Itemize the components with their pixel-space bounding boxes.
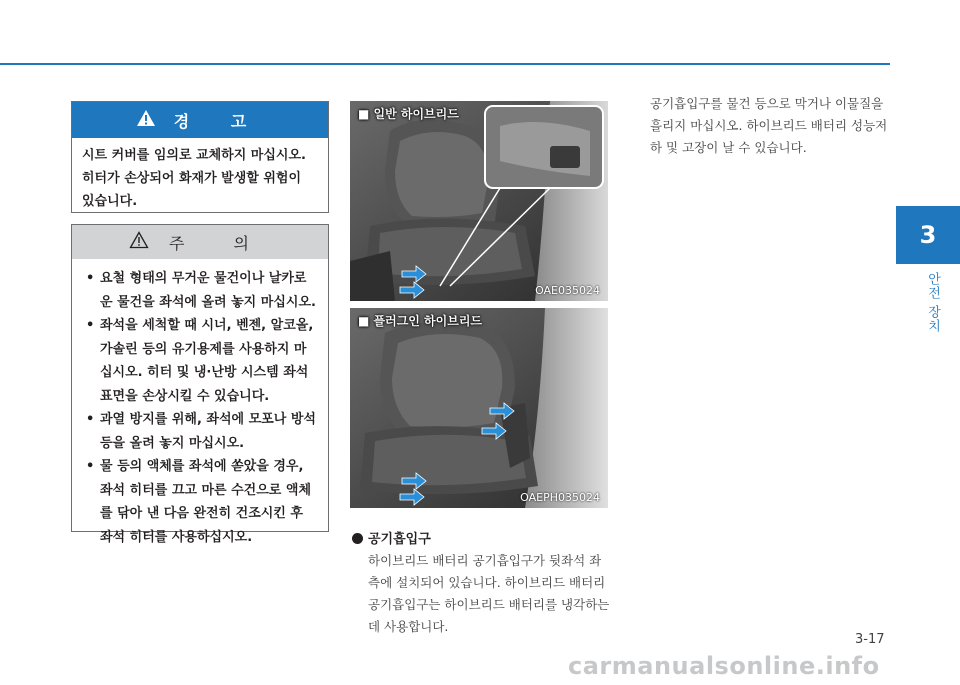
caution-title: 주 의 [169,233,271,253]
warning-text: 시트 커버를 임의로 교체하지 마십시오. 히터가 손상되어 화재가 발생할 위험이 있습니다. [82,148,306,209]
caution-list [72,259,328,549]
warning-triangle-icon [136,109,156,131]
caution-item: • 좌석을 세척할 때 시너, 벤젠, 알코올, 가솔린 등의 유기용제를 사용하지 마십시오. 히터 및 냉·난방 시스템 좌석 표면을 손상시킬 수 있습니다. [82,314,318,408]
page-number: 3-17 [855,632,885,647]
right-column-text: 공기흡입구를 물건 등으로 막거나 이물질을 흘리지 마십시오. 하이브리드 배터리 성능저하 및 고장이 날 수 있습니다. [650,96,888,155]
photo-code: OAE035024 [535,284,600,297]
caution-item: • 요철 형태의 무거운 물건이나 날카로운 물건을 좌석에 올려 놓지 마십시오. [82,267,318,314]
caution-header [72,225,328,259]
seat-illustration [350,308,608,508]
seat-photo-hybrid [350,101,608,301]
warning-box [71,101,329,213]
chapter-tab[interactable] [896,206,960,264]
section-title: 공기흡입구 [368,532,431,547]
warning-header [72,102,328,138]
top-rule [0,63,890,65]
section-text: 하이브리드 배터리 공기흡입구가 뒷좌석 좌측에 설치되어 있습니다. 하이브리드 배터리 공기흡입구는 하이브리드 배터리를 냉각하는데 사용합니다. [368,553,610,634]
watermark: carmanualsonline.info [568,652,880,680]
caution-box [71,224,329,545]
caution-triangle-icon [129,231,149,253]
caution-item: • 물 등의 액체를 좌석에 쏟았을 경우, 좌석 히터를 끄고 마른 수건으로 액체를 닦아 낸 다음 완전히 건조시킨 후 좌석 히터를 사용하십시오. [82,455,318,549]
chapter-number: 3 [919,221,937,249]
photo-label: ■ 일반 하이브리드 [358,107,459,121]
photo-code: OAEPH035024 [520,491,600,504]
warning-title: 경 고 [173,111,265,131]
caution-item: • 과열 방지를 위해, 좌석에 모포나 방석 등을 올려 놓지 마십시오. [82,408,318,455]
chapter-name: 안전 장치 [925,272,940,334]
seat-illustration [350,101,608,301]
seat-photo-plugin-hybrid [350,308,608,508]
photo-label: ■ 플러그인 하이브리드 [358,314,483,328]
section-bullet-icon [352,533,363,544]
